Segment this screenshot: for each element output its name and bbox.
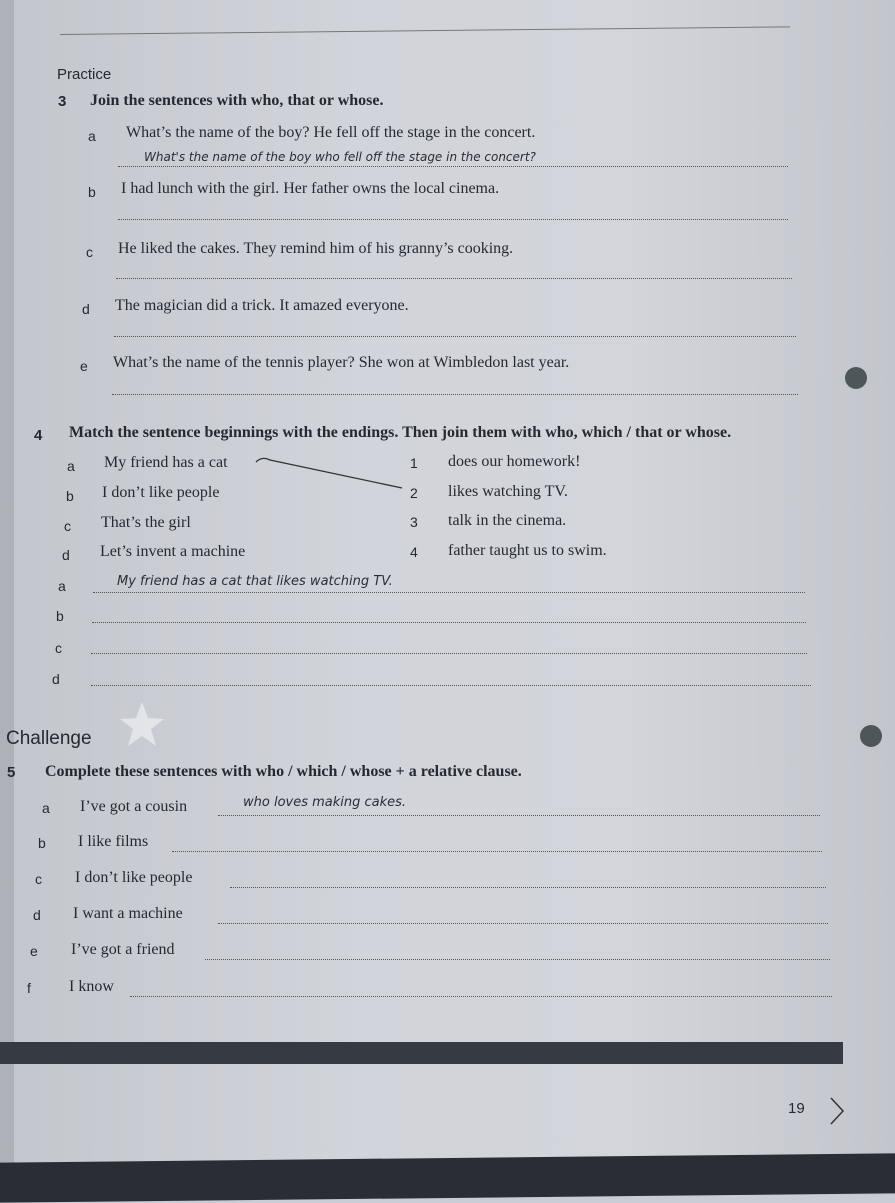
ex4-number: 4 [34,427,43,444]
ex4-beginning-c-text: That’s the girl [101,514,191,531]
ex3-item-a-line [118,166,788,167]
ex4-answer-b-letter: b [56,608,64,624]
ex4-ending-4-number: 4 [410,544,418,560]
ex3-item-a-text: What’s the name of the boy? He fell off the stage in the concert. [126,124,536,141]
ex4-answer-c-letter: c [55,640,62,656]
ex4-answer-a-line [93,592,805,593]
top-rule [60,26,790,35]
ex3-item-c-letter: c [86,244,93,260]
chevron-right-icon[interactable] [828,1096,846,1126]
ex5-item-e-line [205,959,830,960]
ex4-answer-b-line [92,622,806,623]
ex5-item-a-text: I’ve got a cousin [80,798,188,815]
ex5-item-b-letter: b [38,835,46,851]
ex5-item-d-letter: d [33,907,41,923]
ex5-item-a-line [218,815,820,816]
ex4-beginning-b-letter: b [66,488,74,504]
ex4-ending-3-text: talk in the cinema. [448,512,567,529]
ex5-item-a-answer: who loves making cakes. [243,795,407,810]
practice-heading: Practice [57,66,112,83]
star-icon [118,700,166,750]
ex3-item-a-letter: a [88,128,96,144]
ex4-answer-c-line [91,653,807,654]
footer-band [0,1042,843,1064]
ex5-item-e-text: I’ve got a friend [71,941,175,958]
bottom-shadow [0,1153,895,1202]
ex4-beginning-b-text: I don’t like people [102,484,220,501]
ex5-item-d-text: I want a machine [73,905,183,922]
ex4-beginning-c-letter: c [64,518,71,534]
ex4-ending-3-number: 3 [410,514,418,530]
ex5-item-c-letter: c [35,871,42,887]
ex4-instruction: Match the sentence beginnings with the endings. Then join them with who, which / that or whose. [69,424,732,441]
circle-marker-icon [845,367,867,389]
ex3-item-a-answer: What's the name of the boy who fell off the stage in the concert? [144,150,536,164]
ex3-item-b-line [118,219,788,220]
page-number: 19 [788,1100,805,1117]
ex4-ending-2-number: 2 [410,485,418,501]
ex5-item-e-letter: e [30,943,38,959]
ex4-beginning-d-text: Let’s invent a machine [100,543,246,560]
ex4-ending-1-number: 1 [410,455,418,471]
ex4-answer-d-line [91,685,811,686]
ex3-item-d-text: The magician did a trick. It amazed everyone. [115,297,409,314]
ex4-answer-d-letter: d [52,671,60,687]
ex4-answer-a-letter: a [58,578,66,594]
challenge-heading: Challenge [6,728,92,749]
ex5-item-c-text: I don’t like people [75,869,193,886]
ex3-item-e-letter: e [80,358,88,374]
ex5-item-d-line [218,923,828,924]
ex3-instruction: Join the sentences with who, that or whose. [90,92,384,109]
page-edge [0,0,14,1195]
ex3-item-b-letter: b [88,184,96,200]
ex5-item-b-text: I like films [78,833,149,850]
circle-marker-icon [860,725,882,747]
ex5-item-f-line [130,996,832,997]
ex5-item-f-text: I know [69,978,114,995]
ex5-item-a-letter: a [42,800,50,816]
ex4-ending-2-text: likes watching TV. [448,483,568,500]
ex5-item-f-letter: f [27,980,31,996]
ex5-instruction: Complete these sentences with who / which / whose + a relative clause. [45,763,522,780]
ex3-item-e-text: What’s the name of the tennis player? She won at Wimbledon last year. [113,354,570,371]
ex4-ending-1-text: does our homework! [448,453,581,470]
ex5-item-b-line [172,851,822,852]
match-line [250,452,410,496]
ex3-item-d-letter: d [82,301,90,317]
ex3-item-b-text: I had lunch with the girl. Her father owns the local cinema. [121,180,500,197]
ex3-number: 3 [58,93,67,110]
ex3-item-d-line [114,336,796,337]
ex4-answer-a: My friend has a cat that likes watching TV. [117,574,393,589]
ex3-item-e-line [112,394,798,395]
ex4-beginning-a-letter: a [67,458,75,474]
ex5-item-c-line [230,887,826,888]
ex5-number: 5 [7,764,16,781]
ex3-item-c-line [116,278,792,279]
ex4-ending-4-text: father taught us to swim. [448,542,607,559]
ex4-beginning-d-letter: d [62,547,70,563]
ex3-item-c-text: He liked the cakes. They remind him of his granny’s cooking. [118,240,514,257]
ex4-beginning-a-text: My friend has a cat [104,454,228,471]
